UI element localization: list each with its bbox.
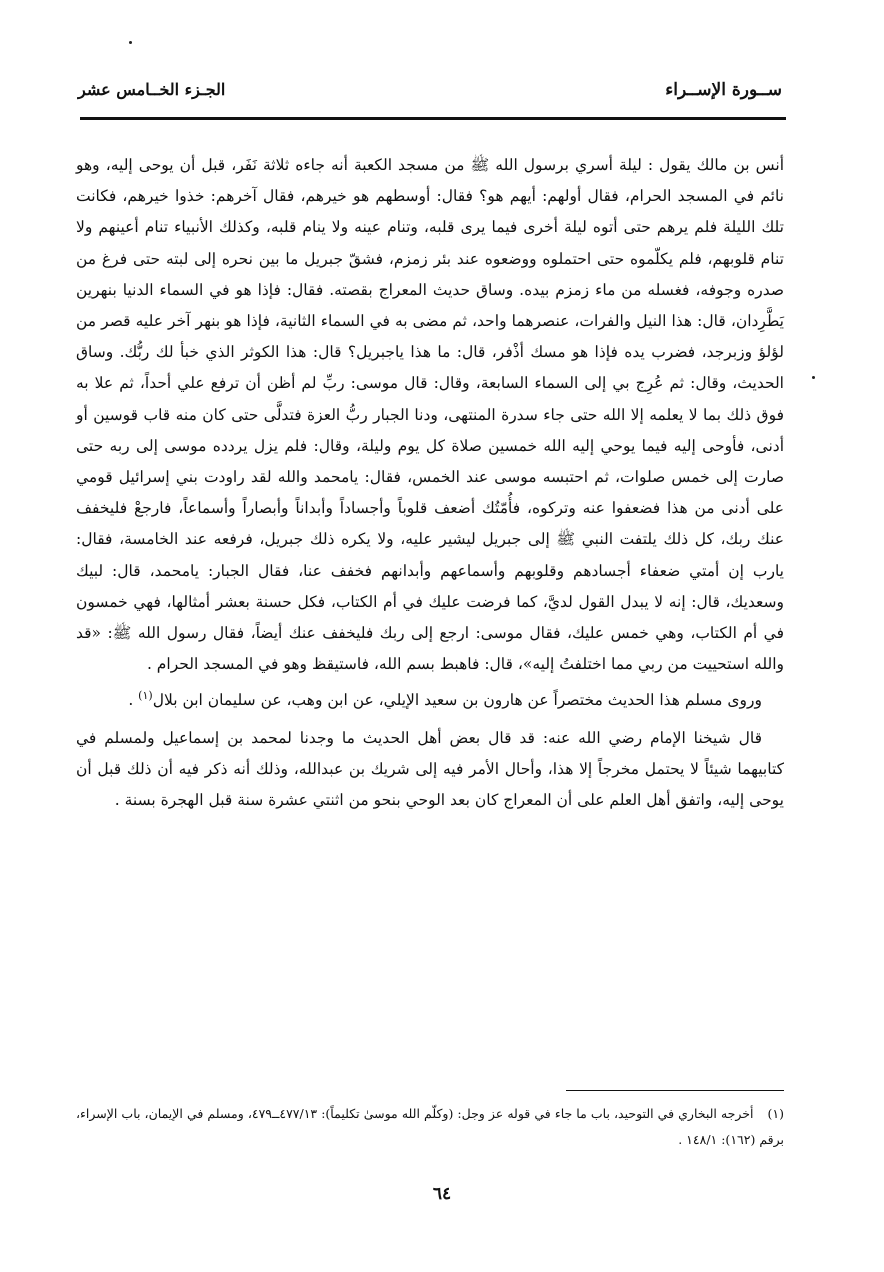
main-text [76,150,784,816]
footnote-ref-tail: . [128,691,139,710]
scan-speck [812,376,815,379]
part-label: الجـزء الخــامس عشر [78,80,226,99]
footnote-ref-marker[interactable]: (١) [138,689,153,703]
footnote-text: أخرجه البخاري في التوحيد، باب ما جاء في قوله عز وجل: (وكلّم الله موسىٰ تكليماً): ٤٧٧/١٣ــ٤٧٩، ومسلم في الإيمان، باب الإسراء، برقم (١٦٢): ١٤٨/١ . [76,1106,784,1147]
footnote-separator [566,1090,784,1091]
scan-speck [129,41,132,44]
paragraph-sheikh-comment: قال شيخنا الإمام رضي الله عنه: قد قال بعض أهل الحديث ما وجدنا لمحمد بن إسماعيل ولمسلم في كتابيهما شيئاً لا يحتمل مخرجاً إلا هذا، وأحال الأمر فيه إلى شريك بن عبدالله، وذلك أنه ذكر فيه أن ذلك قبل أن يوحى إليه، واتفق أهل العلم على أن المعراج كان بعد الوحي بنحو من اثنتي عشرة سنة قبل الهجرة بسنة . [76,728,784,810]
paragraph-hadith: أنس بن مالك يقول : ليلة أسري برسول الله ﷺ من مسجد الكعبة أنه جاءه ثلاثة نَفَر، قبل أن يوحى إليه، وهو نائم في المسجد الحرام، فقال أولهم: أيهم هو؟ فقال: أوسطهم هو خيرهم، فقال آخرهم: خذوا خيرهم، فكانت تلك الليلة فلم يرهم حتى أتوه ليلة أخرى فيما يرى قلبه، وتنام عينه ولا ينام قلبه، وكذلك الأنبياء تنام أعينهم ولا تنام قلوبهم، فلم يكلّموه حتى احتملوه ووضعوه عند بئر زمزم، فشقّ جبريل ما بين نحره إلى لبته حتى فرغ من صدره وجوفه، فغسله من ماء زمزم بيده. وساق حديث المعراج بقصته. فقال: فإذا هو في السماء الدنيا بنهرين يَطَّرِدان، قال: هذا النيل والفرات، عنصرهما واحد، ثم مضى به في السماء الثانية، فإذا هو بنهر آخر عليه قصر من لؤلؤ وزبرجد، فضرب يده فإذا هو مسك أذْفر، قال: ما هذا ياجبريل؟ قال: هذا الكوثر الذي خبأ لك ربُّك. وساق الحديث، وقال: ثم عُرِج بي إلى السماء السابعة، وقال: قال موسى: ربِّ لم أظن أن ترفع علي أحداً، ثم علا به فوق ذلك بما لا يعلمه إلا الله حتى جاء سدرة المنتهى، ودنا الجبار ربُّ العزة فتدلَّى حتى كان منه قاب قوسين أو أدنى، فأوحى إليه فيما يوحي إليه الله خمسين صلاة كل يوم وليلة، وقال: فلم يزل يردده موسى إلى ربه حتى صارت إلى خمس صلوات، ثم احتبسه موسى عند الخمس، فقال: يامحمد والله لقد راودت بني إسرائيل قومي على أدنى من هذا فضعفوا عنه وتركوه، فأُمّتُك أضعف قلوباً وأجساداً وأبداناً وأبصاراً وأسماعاً، فارجعْ فليخفف عنك ربك، كل ذلك يلتفت النبي ﷺ إلى جبريل ليشير عليه، ولا يكره ذلك جبريل، فرفعه عند الخامسة، فقال: يارب إن أمتي ضعفاء أجسادهم وقلوبهم وأسماعهم وأبدانهم فخفف عنا، فقال الجبار: يامحمد، قال: لبيك وسعديك، قال: إنه لا يبدل القول لديَّ، كما فرضت عليك في أم الكتاب، فكل حسنة بعشر أمثالها، فهي خمسون في أم الكتاب، وهي خمس عليك، فقال موسى: ارجع إلى ربك فليخفف عنك أيضاً، فقال رسول الله ﷺ: «قد والله استحييت من ربي مما اختلفتُ إليه»، قال: فاهبط بسم الله، فاستيقظ وهو في المسجد الحرام . [76,156,784,674]
surah-title: ســورة الإســراء [665,80,782,100]
footnote-number: (١) [767,1106,784,1121]
page-number: ٦٤ [432,1184,452,1204]
paragraph-muslim-narration [76,680,784,716]
header-rule [80,117,786,120]
footnote [76,1101,784,1153]
running-header [78,76,782,114]
paragraph-muslim-text: وروى مسلم هذا الحديث مختصراً عن هارون بن سعيد الإيلي، عن ابن وهب، عن سليمان ابن بلال [152,691,762,710]
